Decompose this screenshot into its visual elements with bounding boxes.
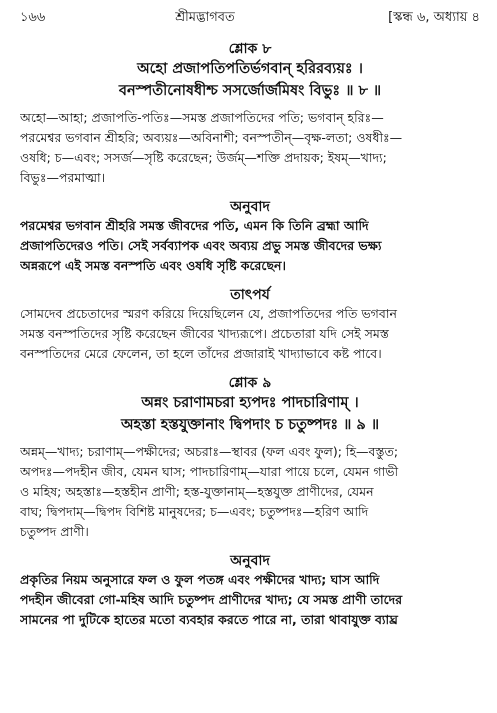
verse-8-purport bbox=[20, 304, 480, 364]
verse-line: বনস্পতীনোষধীশ্চ সসর্জোর্জমিষং বিভুঃ ॥ ৮ ॥ bbox=[118, 83, 382, 99]
verse-line: অহো প্রজাপতিপতির্ভগবান্ হরিরব্যয়ঃ । bbox=[137, 61, 363, 77]
translation-line: প্রজাপতিদেরও পতি। সেই সর্বব্যাপক এবং অব্যয় প্রভু সমস্ত জীবদের ভক্ষ্য bbox=[20, 238, 382, 253]
chapter-reference: [স্কন্ধ ৬, অধ্যায় ৪ bbox=[388, 10, 480, 25]
synonym-line: অন্নম্—খাদ্য; চরাণাম্—পক্ষীদের; অচরাঃ—স্থাবর (ফল এবং ফুল); হি—বস্তুত; bbox=[20, 444, 399, 459]
verse-8-translation-heading: অনুবাদ bbox=[230, 199, 270, 215]
page-number: ১৬৬ bbox=[20, 10, 46, 25]
synonym-line: চতুষ্পদ প্রাণী। bbox=[20, 524, 89, 539]
verse-9-translation-heading: অনুবাদ bbox=[230, 553, 270, 569]
synonym-line: অহো—আহা; প্রজাপতি-পতিঃ—সমস্ত প্রজাপতিদের পতি; ভগবান্ হরিঃ— bbox=[20, 110, 384, 125]
purport-line: বনস্পতিদের মেরে ফেলেন, তা হলে তাঁদের প্রজারাই খাদ্যাভাবে কষ্ট পাবে। bbox=[20, 346, 382, 361]
verse-8-translation bbox=[20, 216, 480, 276]
verse-8-purport-heading: তাৎপর্য bbox=[230, 287, 270, 303]
running-header bbox=[20, 8, 480, 30]
purport-line: সমস্ত বনস্পতিদের সৃষ্টি করেছেন জীবের খাদ্যরূপে। প্রচেতারা যদি সেই সমস্ত bbox=[20, 326, 389, 341]
book-page bbox=[20, 8, 480, 630]
translation-line: অন্নরূপে এই সমস্ত বনস্পতি এবং ওষধি সৃষ্টি করেছেন। bbox=[20, 258, 286, 273]
translation-line: সামনের পা দুটিকে হাতের মতো ব্যবহার করতে পারে না, তারা থাবাযুক্ত ব্যাঘ্র bbox=[20, 612, 398, 627]
purport-line: সোমদেব প্রচেতাদের স্মরণ করিয়ে দিয়েছিলেন যে, প্রজাপতিদের পতি ভগবান bbox=[20, 306, 397, 321]
synonym-line: অপদঃ—পদহীন জীব, যেমন ঘাস; পাদচারিণাম্—যারা পায়ে চলে, যেমন গাভী bbox=[20, 464, 399, 479]
translation-line: প্রকৃতির নিয়ম অনুসারে ফল ও ফুল পতঙ্গ এবং পক্ষীদের খাদ্য; ঘাস আদি bbox=[20, 572, 380, 587]
synonym-line: বাঘ; দ্বিপদাম্—দ্বিপদ বিশিষ্ট মানুষদের; চ—এবং; চতুষ্পদঃ—হরিণ আদি bbox=[20, 504, 369, 519]
verse-line: অন্নং চরাণামচরা হ্যপদঃ পাদচারিণাম্ । bbox=[141, 395, 359, 411]
verse-9-synonyms bbox=[20, 442, 480, 542]
verse-line: অহস্তা হস্তযুক্তানাং দ্বিপদাং চ চতুষ্পদঃ ॥ ৯ ॥ bbox=[120, 417, 380, 433]
synonym-line: ওষধি; চ—এবং; সসর্জ—সৃষ্টি করেছেন; উর্জম্—শক্তি প্রদায়ক; ইষম্—খাদ্য; bbox=[20, 150, 387, 165]
verse-9-translation bbox=[20, 570, 480, 630]
translation-line: পদহীন জীবেরা গো-মহিষ আদি চতুষ্পদ প্রাণীদের খাদ্য; যে সমস্ত প্রাণী তাদের bbox=[20, 592, 403, 607]
synonym-line: বিভুঃ—পরমাত্মা। bbox=[20, 170, 106, 185]
synonym-line: ও মহিষ; অহস্তাঃ—হস্তহীন প্রাণী; হস্ত-যুক্তানাম্—হস্তযুক্ত প্রাণীদের, যেমন bbox=[20, 484, 374, 499]
verse-9-heading: শ্লোক ৯ bbox=[228, 375, 272, 391]
verse-9-text bbox=[20, 392, 480, 436]
synonym-line: পরমেশ্বর ভগবান শ্রীহরি; অব্যয়ঃ—অবিনাশী; বনস্পতীন্—বৃক্ষ-লতা; ওষধীঃ— bbox=[20, 130, 403, 145]
verse-8-heading: শ্লোক ৮ bbox=[228, 41, 272, 57]
book-title: শ্রীমদ্ভাগবত bbox=[175, 10, 235, 25]
verse-8-text bbox=[20, 58, 480, 102]
translation-line: পরমেশ্বর ভগবান শ্রীহরি সমস্ত জীবদের পতি, এমন কি তিনি ব্রহ্মা আদি bbox=[20, 218, 369, 233]
verse-8-synonyms bbox=[20, 108, 480, 188]
